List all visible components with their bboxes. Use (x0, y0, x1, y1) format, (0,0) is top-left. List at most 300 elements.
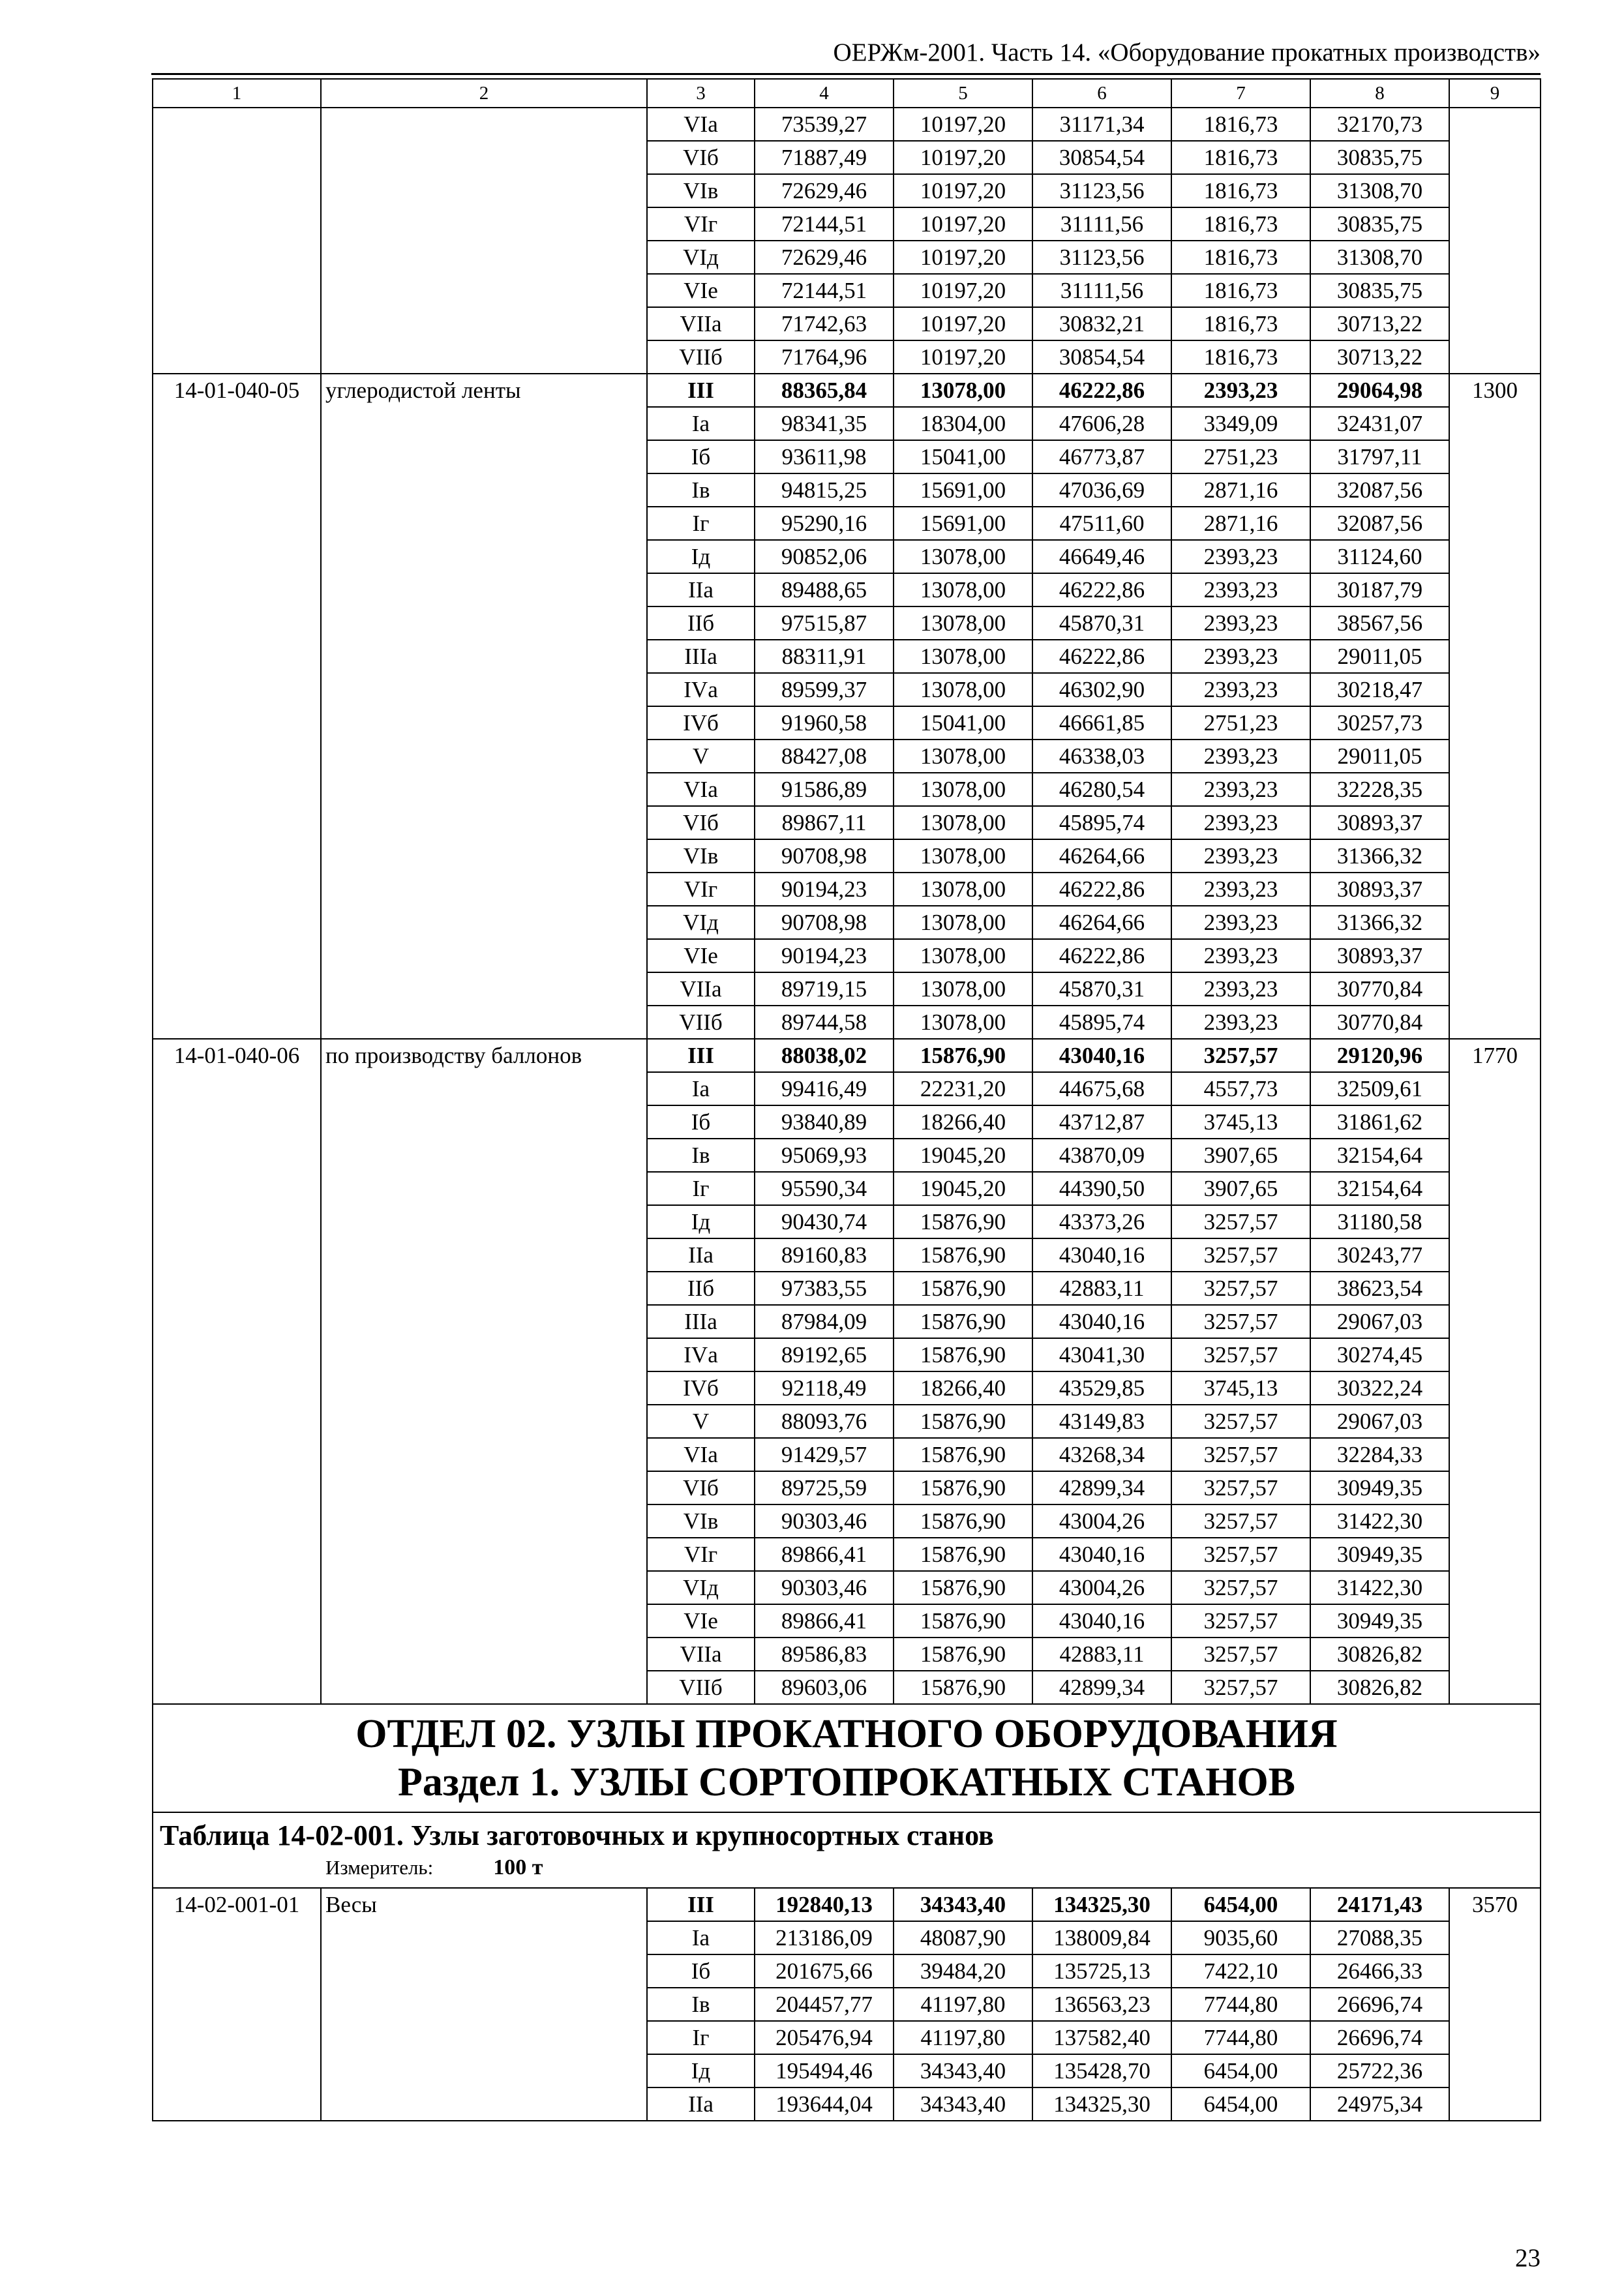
value-cell: 30713,22 (1310, 340, 1449, 374)
column-number: 6 (1032, 79, 1171, 108)
rates-table (152, 78, 1541, 2121)
value-cell: 1816,73 (1171, 174, 1310, 207)
column-number: 8 (1310, 79, 1449, 108)
region-code: Iд (647, 1205, 755, 1238)
value-cell: 3257,57 (1171, 1671, 1310, 1704)
value-cell: 32228,35 (1310, 773, 1449, 806)
value-cell: 31123,56 (1032, 174, 1171, 207)
region-code: VIв (647, 1504, 755, 1538)
value-cell: 31171,34 (1032, 108, 1171, 141)
value-cell: 72629,46 (755, 174, 894, 207)
value-cell: 89866,41 (755, 1604, 894, 1638)
value-cell: 27088,35 (1310, 1921, 1449, 1954)
value-cell: 26696,74 (1310, 2021, 1449, 2054)
value-cell: 29011,05 (1310, 640, 1449, 673)
value-cell: 3257,57 (1171, 1438, 1310, 1471)
value-cell: 2393,23 (1171, 839, 1310, 873)
region-code: VIв (647, 839, 755, 873)
value-cell: 46773,87 (1032, 440, 1171, 473)
value-cell: 15691,00 (894, 507, 1032, 540)
value-cell: 15876,90 (894, 1638, 1032, 1671)
value-cell: 13078,00 (894, 1006, 1032, 1039)
region-code: VIIа (647, 307, 755, 340)
value-cell: 34343,40 (894, 2054, 1032, 2087)
value-cell: 30257,73 (1310, 706, 1449, 740)
value-cell: 43870,09 (1032, 1139, 1171, 1172)
value-cell: 95069,93 (755, 1139, 894, 1172)
value-cell: 18266,40 (894, 1105, 1032, 1139)
value-cell: 26466,33 (1310, 1954, 1449, 1988)
region-code: IVа (647, 673, 755, 706)
value-cell: 31111,56 (1032, 207, 1171, 241)
region-code: Iв (647, 1139, 755, 1172)
value-cell: 89160,83 (755, 1238, 894, 1272)
value-cell: 2393,23 (1171, 640, 1310, 673)
value-cell: 2393,23 (1171, 1006, 1310, 1039)
header-rule (151, 73, 1541, 75)
value-cell: 6454,00 (1171, 2087, 1310, 2121)
value-cell: 15876,90 (894, 1604, 1032, 1638)
value-cell: 89192,65 (755, 1338, 894, 1371)
value-cell: 90303,46 (755, 1571, 894, 1604)
value-cell: 31861,62 (1310, 1105, 1449, 1139)
item-mass (1449, 108, 1541, 374)
region-code: VIе (647, 274, 755, 307)
value-cell: 25722,36 (1310, 2054, 1449, 2087)
region-code: IIа (647, 1238, 755, 1272)
value-cell: 90194,23 (755, 873, 894, 906)
region-code: VIд (647, 1571, 755, 1604)
value-cell: 89725,59 (755, 1471, 894, 1504)
value-cell: 2393,23 (1171, 806, 1310, 839)
value-cell: 32431,07 (1310, 407, 1449, 440)
value-cell: 2393,23 (1171, 606, 1310, 640)
value-cell: 72144,51 (755, 274, 894, 307)
region-code: IVб (647, 1371, 755, 1405)
value-cell: 89719,15 (755, 972, 894, 1006)
value-cell: 89867,11 (755, 806, 894, 839)
value-cell: 30949,35 (1310, 1538, 1449, 1571)
region-code: Iб (647, 1105, 755, 1139)
value-cell: 89599,37 (755, 673, 894, 706)
value-cell: 31124,60 (1310, 540, 1449, 573)
value-cell: 13078,00 (894, 906, 1032, 939)
value-cell: 7744,80 (1171, 2021, 1310, 2054)
value-cell: 15876,90 (894, 1238, 1032, 1272)
region-code: IIб (647, 606, 755, 640)
value-cell: 46222,86 (1032, 873, 1171, 906)
otdel-title: ОТДЕЛ 02. УЗЛЫ ПРОКАТНОГО ОБОРУДОВАНИЯ (355, 1712, 1338, 1756)
item-mass: 3570 (1449, 1888, 1541, 2121)
region-code: VIб (647, 1471, 755, 1504)
value-cell: 1816,73 (1171, 207, 1310, 241)
value-cell: 92118,49 (755, 1371, 894, 1405)
value-cell: 30218,47 (1310, 673, 1449, 706)
value-cell: 95590,34 (755, 1172, 894, 1205)
value-cell: 88365,84 (755, 374, 894, 407)
value-cell: 32154,64 (1310, 1139, 1449, 1172)
section-header-row (153, 1704, 1541, 1812)
item-name (321, 108, 647, 374)
region-code: Iа (647, 407, 755, 440)
value-cell: 3257,57 (1171, 1504, 1310, 1538)
value-cell: 30835,75 (1310, 207, 1449, 241)
value-cell: 15876,90 (894, 1438, 1032, 1471)
region-code: VIIб (647, 1671, 755, 1704)
value-cell: 43373,26 (1032, 1205, 1171, 1238)
value-cell: 15041,00 (894, 440, 1032, 473)
value-cell: 10197,20 (894, 274, 1032, 307)
value-cell: 15876,90 (894, 1405, 1032, 1438)
table-title: Таблица 14-02-001. Узлы заготовочных и крупносортных станов (160, 1819, 994, 1851)
value-cell: 98341,35 (755, 407, 894, 440)
region-code: III (647, 1039, 755, 1072)
value-cell: 30949,35 (1310, 1471, 1449, 1504)
region-code: VIа (647, 1438, 755, 1471)
region-code: Iг (647, 507, 755, 540)
value-cell: 13078,00 (894, 806, 1032, 839)
value-cell: 15876,90 (894, 1272, 1032, 1305)
table-row (153, 374, 1541, 407)
value-cell: 31422,30 (1310, 1504, 1449, 1538)
value-cell: 43040,16 (1032, 1305, 1171, 1338)
value-cell: 30770,84 (1310, 972, 1449, 1006)
value-cell: 32284,33 (1310, 1438, 1449, 1471)
value-cell: 1816,73 (1171, 141, 1310, 174)
item-name: по производству баллонов (321, 1039, 647, 1704)
region-code: IVб (647, 706, 755, 740)
value-cell: 46264,66 (1032, 839, 1171, 873)
column-number-row (153, 79, 1541, 108)
value-cell: 10197,20 (894, 207, 1032, 241)
value-cell: 3349,09 (1171, 407, 1310, 440)
value-cell: 15876,90 (894, 1671, 1032, 1704)
region-code: Iг (647, 2021, 755, 2054)
value-cell: 94815,25 (755, 473, 894, 507)
value-cell: 91429,57 (755, 1438, 894, 1471)
value-cell: 2393,23 (1171, 873, 1310, 906)
value-cell: 43040,16 (1032, 1604, 1171, 1638)
value-cell: 43040,16 (1032, 1238, 1171, 1272)
value-cell: 3257,57 (1171, 1471, 1310, 1504)
value-cell: 71742,63 (755, 307, 894, 340)
value-cell: 46338,03 (1032, 740, 1171, 773)
value-cell: 3257,57 (1171, 1604, 1310, 1638)
value-cell: 30893,37 (1310, 939, 1449, 972)
region-code: Iд (647, 540, 755, 573)
value-cell: 43268,34 (1032, 1438, 1171, 1471)
value-cell: 90194,23 (755, 939, 894, 972)
value-cell: 134325,30 (1032, 2087, 1171, 2121)
column-number: 3 (647, 79, 755, 108)
value-cell: 31797,11 (1310, 440, 1449, 473)
value-cell: 46264,66 (1032, 906, 1171, 939)
region-code: V (647, 1405, 755, 1438)
value-cell: 43004,26 (1032, 1504, 1171, 1538)
value-cell: 3257,57 (1171, 1638, 1310, 1671)
value-cell: 13078,00 (894, 939, 1032, 972)
value-cell: 91960,58 (755, 706, 894, 740)
column-number: 4 (755, 79, 894, 108)
value-cell: 24171,43 (1310, 1888, 1449, 1921)
value-cell: 13078,00 (894, 374, 1032, 407)
table-heading (153, 1812, 1541, 1888)
value-cell: 13078,00 (894, 873, 1032, 906)
value-cell: 3257,57 (1171, 1039, 1310, 1072)
value-cell: 138009,84 (1032, 1921, 1171, 1954)
value-cell: 2393,23 (1171, 939, 1310, 972)
table-row (153, 1039, 1541, 1072)
value-cell: 71764,96 (755, 340, 894, 374)
region-code: IIа (647, 573, 755, 606)
item-name: Весы (321, 1888, 647, 2121)
region-code: IIб (647, 1272, 755, 1305)
value-cell: 30854,54 (1032, 141, 1171, 174)
region-code: Iа (647, 1072, 755, 1105)
value-cell: 38567,56 (1310, 606, 1449, 640)
value-cell: 6454,00 (1171, 2054, 1310, 2087)
value-cell: 205476,94 (755, 2021, 894, 2054)
value-cell: 13078,00 (894, 972, 1032, 1006)
region-code: VIд (647, 241, 755, 274)
region-code: VIб (647, 141, 755, 174)
region-code: VIIб (647, 1006, 755, 1039)
value-cell: 15876,90 (894, 1471, 1032, 1504)
value-cell: 2393,23 (1171, 906, 1310, 939)
value-cell: 3745,13 (1171, 1105, 1310, 1139)
value-cell: 13078,00 (894, 606, 1032, 640)
value-cell: 46222,86 (1032, 640, 1171, 673)
value-cell: 90430,74 (755, 1205, 894, 1238)
value-cell: 90852,06 (755, 540, 894, 573)
column-number: 1 (153, 79, 321, 108)
value-cell: 47036,69 (1032, 473, 1171, 507)
region-code: VIг (647, 873, 755, 906)
region-code: IIIа (647, 640, 755, 673)
value-cell: 30893,37 (1310, 873, 1449, 906)
value-cell: 30713,22 (1310, 307, 1449, 340)
value-cell: 43040,16 (1032, 1538, 1171, 1571)
value-cell: 10197,20 (894, 340, 1032, 374)
region-code: VIе (647, 939, 755, 972)
value-cell: 7744,80 (1171, 1988, 1310, 2021)
region-code: VIг (647, 207, 755, 241)
value-cell: 204457,77 (755, 1988, 894, 2021)
value-cell: 15876,90 (894, 1504, 1032, 1538)
value-cell: 31111,56 (1032, 274, 1171, 307)
value-cell: 13078,00 (894, 773, 1032, 806)
region-code: VIIа (647, 972, 755, 1006)
value-cell: 3257,57 (1171, 1238, 1310, 1272)
value-cell: 43149,83 (1032, 1405, 1171, 1438)
value-cell: 45870,31 (1032, 972, 1171, 1006)
value-cell: 6454,00 (1171, 1888, 1310, 1921)
region-code: VIа (647, 108, 755, 141)
measure-unit (160, 1853, 1533, 1882)
measure-label: Измеритель: (325, 1856, 434, 1879)
region-code: Iв (647, 473, 755, 507)
item-mass: 1300 (1449, 374, 1541, 1039)
value-cell: 30893,37 (1310, 806, 1449, 839)
value-cell: 26696,74 (1310, 1988, 1449, 2021)
value-cell: 89488,65 (755, 573, 894, 606)
value-cell: 10197,20 (894, 241, 1032, 274)
value-cell: 46302,90 (1032, 673, 1171, 706)
value-cell: 22231,20 (894, 1072, 1032, 1105)
region-code: III (647, 1888, 755, 1921)
value-cell: 90708,98 (755, 906, 894, 939)
value-cell: 24975,34 (1310, 2087, 1449, 2121)
item-mass: 1770 (1449, 1039, 1541, 1704)
value-cell: 1816,73 (1171, 340, 1310, 374)
value-cell: 3907,65 (1171, 1139, 1310, 1172)
region-code: VIIб (647, 340, 755, 374)
value-cell: 99416,49 (755, 1072, 894, 1105)
value-cell: 90303,46 (755, 1504, 894, 1538)
region-code: VIб (647, 806, 755, 839)
region-code: Iг (647, 1172, 755, 1205)
value-cell: 29067,03 (1310, 1405, 1449, 1438)
value-cell: 15876,90 (894, 1538, 1032, 1571)
value-cell: 29120,96 (1310, 1039, 1449, 1072)
value-cell: 192840,13 (755, 1888, 894, 1921)
value-cell: 15876,90 (894, 1305, 1032, 1338)
value-cell: 93611,98 (755, 440, 894, 473)
value-cell: 43529,85 (1032, 1371, 1171, 1405)
value-cell: 15876,90 (894, 1039, 1032, 1072)
value-cell: 137582,40 (1032, 2021, 1171, 2054)
value-cell: 2393,23 (1171, 740, 1310, 773)
value-cell: 88093,76 (755, 1405, 894, 1438)
running-head: ОЕРЖм-2001. Часть 14. «Оборудование прокатных производств» (833, 38, 1541, 67)
value-cell: 10197,20 (894, 141, 1032, 174)
value-cell: 45870,31 (1032, 606, 1171, 640)
value-cell: 15876,90 (894, 1338, 1032, 1371)
value-cell: 97383,55 (755, 1272, 894, 1305)
value-cell: 201675,66 (755, 1954, 894, 1988)
value-cell: 1816,73 (1171, 274, 1310, 307)
value-cell: 7422,10 (1171, 1954, 1310, 1988)
value-cell: 43041,30 (1032, 1338, 1171, 1371)
value-cell: 2393,23 (1171, 773, 1310, 806)
column-number: 5 (894, 79, 1032, 108)
region-code: Iд (647, 2054, 755, 2087)
value-cell: 13078,00 (894, 573, 1032, 606)
value-cell: 44675,68 (1032, 1072, 1171, 1105)
value-cell: 43712,87 (1032, 1105, 1171, 1139)
item-code: 14-01-040-06 (153, 1039, 321, 1704)
value-cell: 13078,00 (894, 839, 1032, 873)
value-cell: 72629,46 (755, 241, 894, 274)
value-cell: 89866,41 (755, 1538, 894, 1571)
value-cell: 134325,30 (1032, 1888, 1171, 1921)
value-cell: 31180,58 (1310, 1205, 1449, 1238)
value-cell: 2751,23 (1171, 706, 1310, 740)
value-cell: 19045,20 (894, 1172, 1032, 1205)
value-cell: 30854,54 (1032, 340, 1171, 374)
value-cell: 2393,23 (1171, 540, 1310, 573)
page-number: 23 (1515, 2244, 1541, 2272)
column-number: 9 (1449, 79, 1541, 108)
value-cell: 32087,56 (1310, 473, 1449, 507)
region-code: VIе (647, 1604, 755, 1638)
value-cell: 4557,73 (1171, 1072, 1310, 1105)
value-cell: 213186,09 (755, 1921, 894, 1954)
value-cell: 87984,09 (755, 1305, 894, 1338)
value-cell: 42899,34 (1032, 1671, 1171, 1704)
value-cell: 2751,23 (1171, 440, 1310, 473)
item-code: 14-01-040-05 (153, 374, 321, 1039)
value-cell: 43040,16 (1032, 1039, 1171, 1072)
value-cell: 91586,89 (755, 773, 894, 806)
value-cell: 41197,80 (894, 1988, 1032, 2021)
value-cell: 38623,54 (1310, 1272, 1449, 1305)
column-number: 7 (1171, 79, 1310, 108)
value-cell: 46280,54 (1032, 773, 1171, 806)
value-cell: 89603,06 (755, 1671, 894, 1704)
value-cell: 30949,35 (1310, 1604, 1449, 1638)
value-cell: 95290,16 (755, 507, 894, 540)
value-cell: 135725,13 (1032, 1954, 1171, 1988)
value-cell: 30826,82 (1310, 1638, 1449, 1671)
value-cell: 93840,89 (755, 1105, 894, 1139)
region-code: V (647, 740, 755, 773)
value-cell: 29064,98 (1310, 374, 1449, 407)
value-cell: 3257,57 (1171, 1338, 1310, 1371)
value-cell: 43004,26 (1032, 1571, 1171, 1604)
value-cell: 3257,57 (1171, 1405, 1310, 1438)
region-code: III (647, 374, 755, 407)
region-code: IVа (647, 1338, 755, 1371)
region-code: VIд (647, 906, 755, 939)
value-cell: 46222,86 (1032, 939, 1171, 972)
item-name: углеродистой ленты (321, 374, 647, 1039)
value-cell: 9035,60 (1171, 1921, 1310, 1954)
measure-value: 100 т (493, 1855, 543, 1879)
value-cell: 13078,00 (894, 740, 1032, 773)
region-code: Iв (647, 1988, 755, 2021)
value-cell: 2871,16 (1171, 473, 1310, 507)
value-cell: 30770,84 (1310, 1006, 1449, 1039)
region-code: IIIа (647, 1305, 755, 1338)
razdel-title: Раздел 1. УЗЛЫ СОРТОПРОКАТНЫХ СТАНОВ (397, 1760, 1296, 1804)
value-cell: 3257,57 (1171, 1205, 1310, 1238)
value-cell: 72144,51 (755, 207, 894, 241)
value-cell: 46661,85 (1032, 706, 1171, 740)
value-cell: 2871,16 (1171, 507, 1310, 540)
value-cell: 32170,73 (1310, 108, 1449, 141)
value-cell: 135428,70 (1032, 2054, 1171, 2087)
value-cell: 31422,30 (1310, 1571, 1449, 1604)
region-code: VIIа (647, 1638, 755, 1671)
value-cell: 30243,77 (1310, 1238, 1449, 1272)
table-heading-row (153, 1812, 1541, 1888)
value-cell: 90708,98 (755, 839, 894, 873)
value-cell: 10197,20 (894, 174, 1032, 207)
value-cell: 88038,02 (755, 1039, 894, 1072)
value-cell: 34343,40 (894, 2087, 1032, 2121)
value-cell: 29067,03 (1310, 1305, 1449, 1338)
value-cell: 71887,49 (755, 141, 894, 174)
value-cell: 3257,57 (1171, 1305, 1310, 1338)
value-cell: 48087,90 (894, 1921, 1032, 1954)
value-cell: 45895,74 (1032, 806, 1171, 839)
value-cell: 30826,82 (1310, 1671, 1449, 1704)
item-code: 14-02-001-01 (153, 1888, 321, 2121)
value-cell: 15876,90 (894, 1571, 1032, 1604)
table-row (153, 108, 1541, 141)
value-cell: 15876,90 (894, 1205, 1032, 1238)
